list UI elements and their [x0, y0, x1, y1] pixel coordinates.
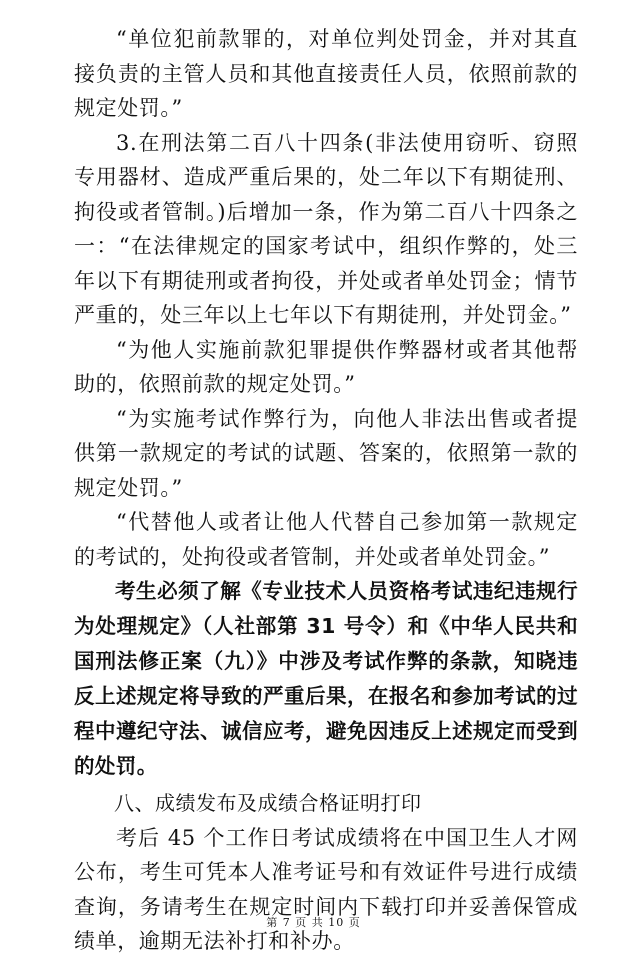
- paragraph-article-284: 3.在刑法第二百八十四条(非法使用窃听、窃照专用器材、造成严重后果的，处二年以下有期徒刑、拘役或者管制。)后增加一条，作为第二百八十四条之一：“在法律规定的国家考试中，组织作弊的，处三年以下有期徒刑或者拘役，并处或者单处罚金；情节严重的，处三年以上七年以下有期徒刑，并处罚金。”: [74, 130, 578, 327]
- document-page: [74, 22, 578, 959]
- paragraph-unit-crime: “单位犯前款罪的，对单位判处罚金，并对其直接负责的主管人员和其他直接责任人员，依照前款的规定处罚。”: [74, 27, 578, 120]
- paragraph-score-release: 考后 45 个工作日考试成绩将在中国卫生人才网公布，考生可凭本人准考证号和有效证件号进行成绩查询，务请考生在规定时间内下载打印并妥善保管成绩单，逾期无法补打和补办。: [74, 825, 578, 953]
- paragraph-assist-crime: “为他人实施前款犯罪提供作弊器材或者其他帮助的，依照前款的规定处罚。”: [74, 337, 578, 396]
- paragraph-candidate-notice: 考生必须了解《专业技术人员资格考试违纪违规行为处理规定》（人社部第 31 号令）和《中华人民共和国刑法修正案（九）》中涉及考试作弊的条款，知晓违反上述规定将导致的严重后果，在报名和参加考试的过程中遵纪守法、诚信应考，避免因违反上述规定而受到的处罚。: [74, 579, 578, 778]
- paragraph-sell-answers: “为实施考试作弊行为，向他人非法出售或者提供第一款规定的考试的试题、答案的，依照第一款的规定处罚。”: [74, 406, 578, 500]
- section-heading: 八、成绩发布及成绩合格证明打印: [114, 791, 422, 815]
- paragraph-substitute-exam: “代替他人或者让他人代替自己参加第一款规定的考试的，处拘役或者管制，并处或者单处罚金。”: [74, 510, 578, 569]
- page-footer: 第 7 页 共 10 页: [266, 916, 361, 929]
